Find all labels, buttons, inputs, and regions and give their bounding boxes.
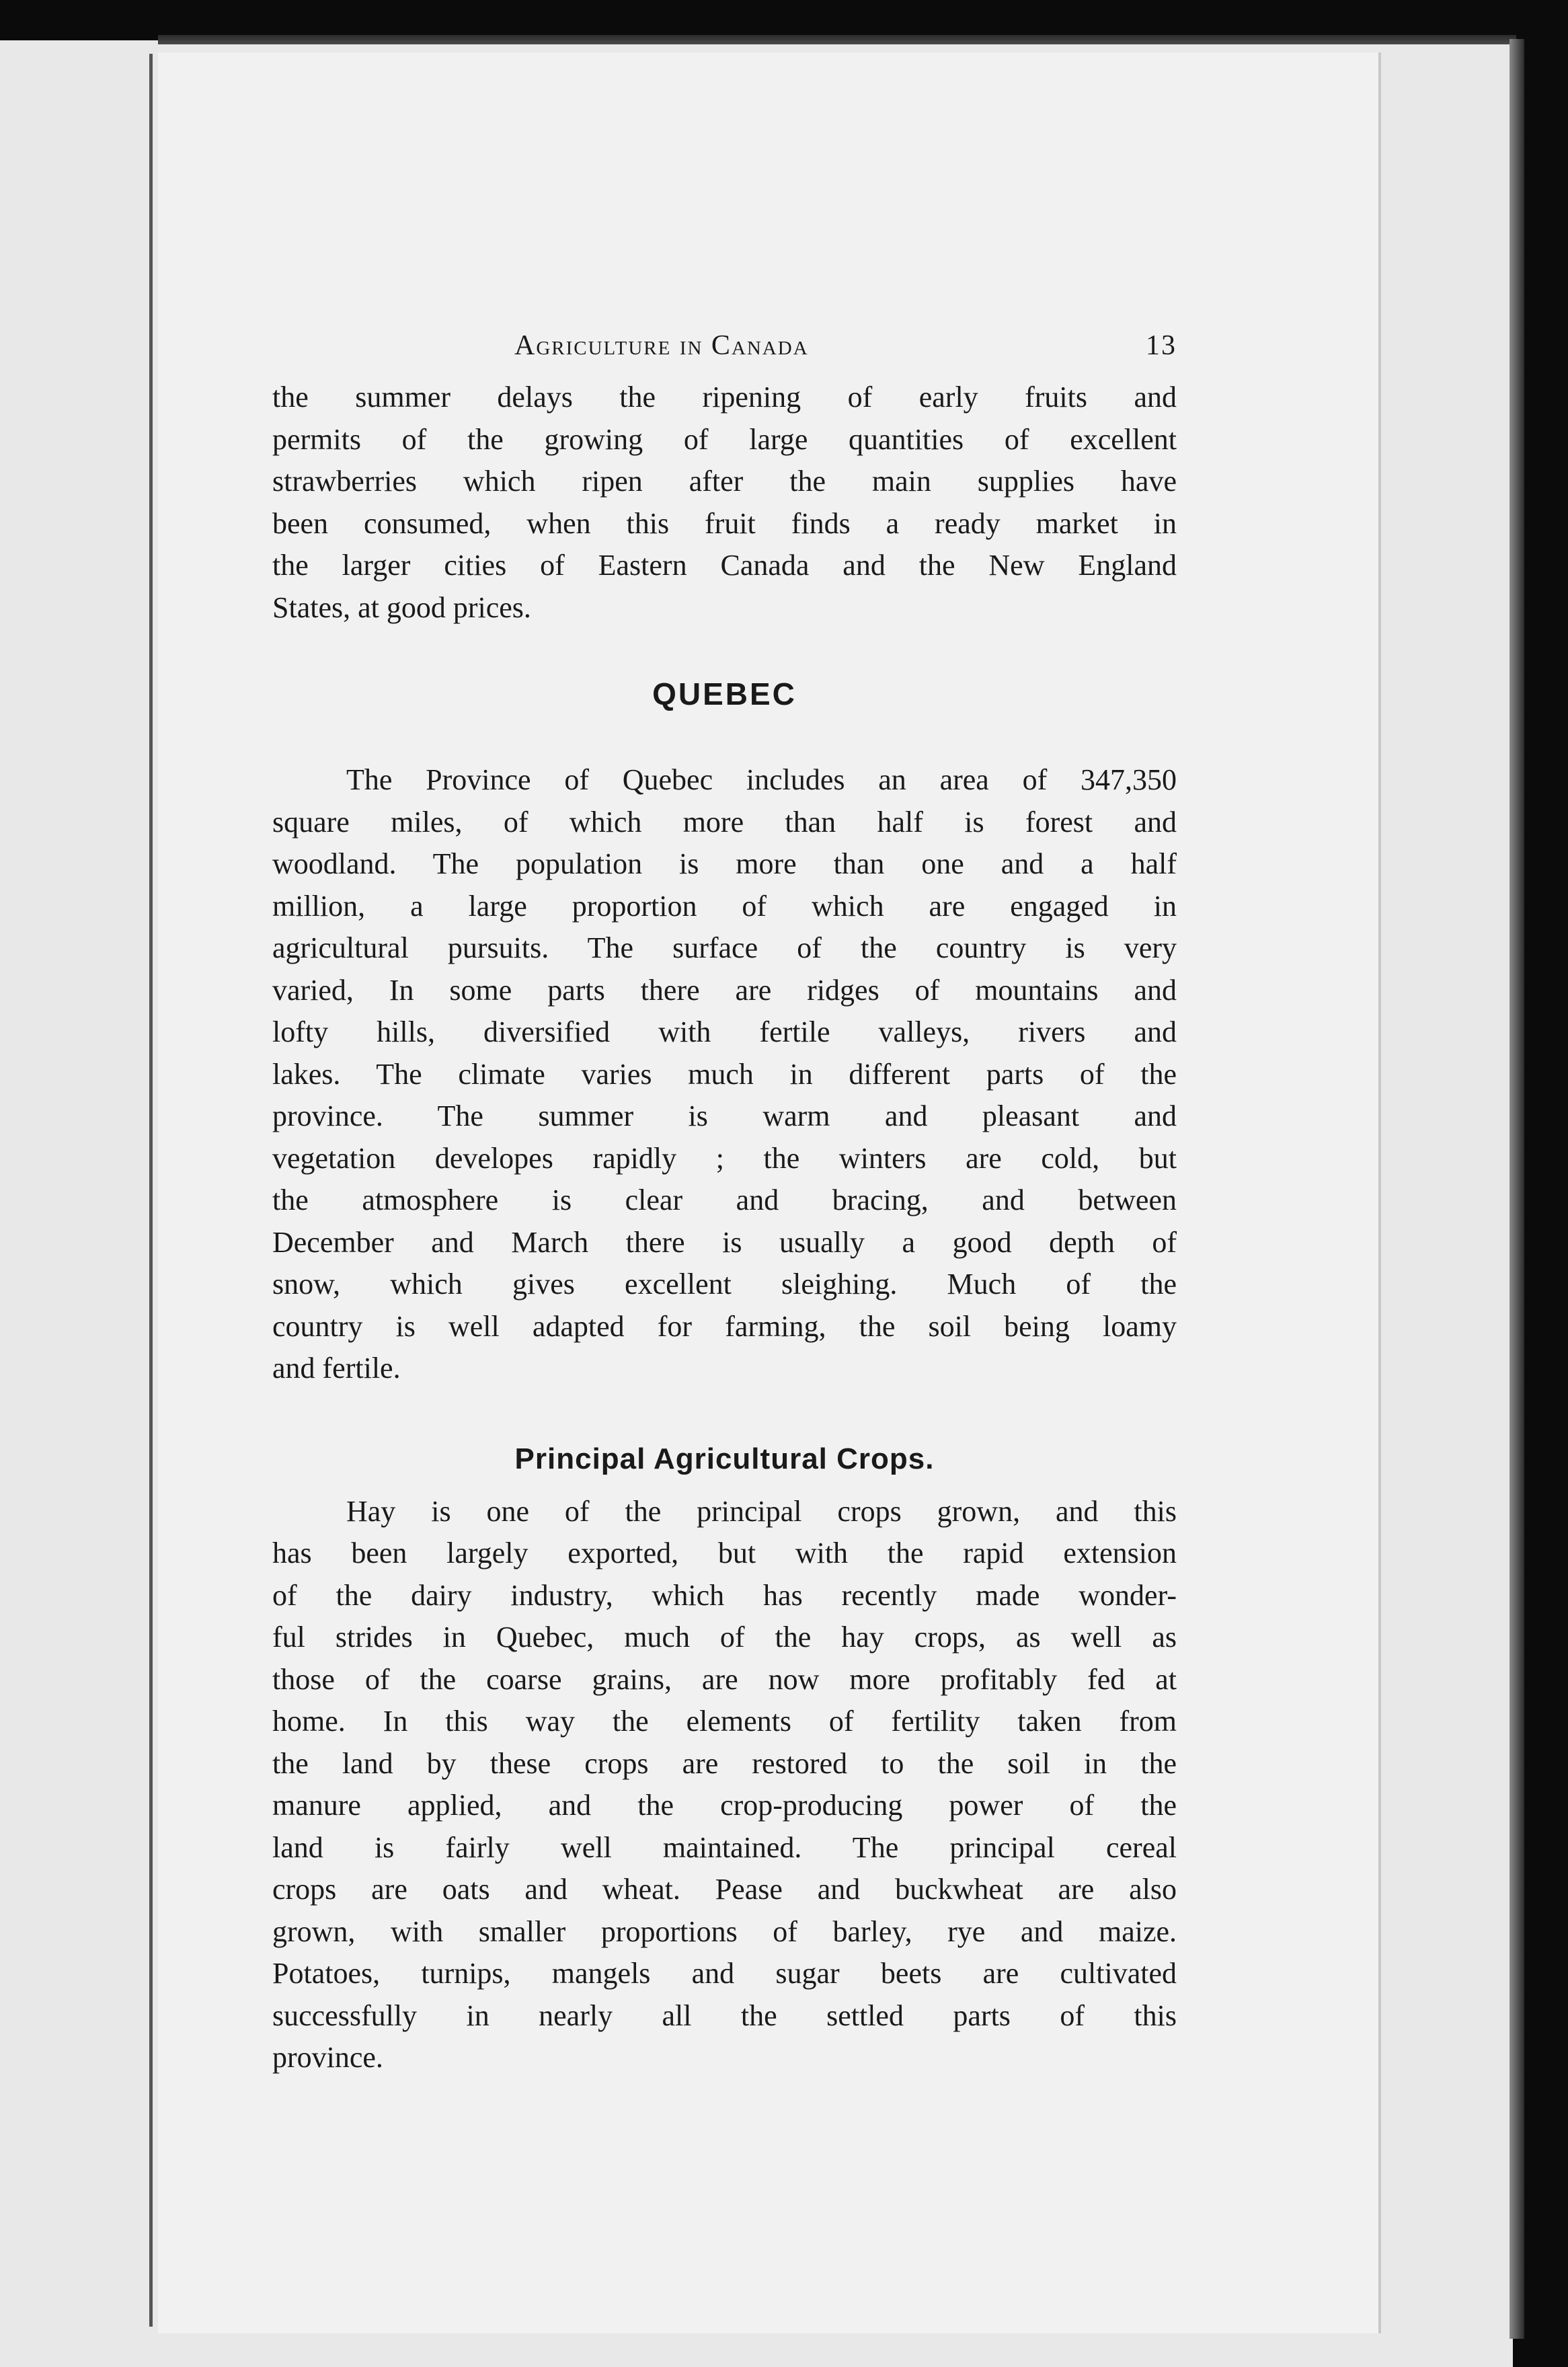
section-heading: QUEBEC [652,676,797,711]
text-line: lakes. The climate varies much in different parts of the [272,1057,1177,1091]
text-line: million, a large proportion of which are engaged in [272,889,1177,923]
text-line: crops are oats and wheat. Pease and buckwheat are also [272,1873,1177,1906]
page-number: 13 [1146,330,1177,361]
text-line: ful strides in Quebec, much of the hay crops, as well as [272,1621,1177,1654]
right-spine [1510,39,1524,2339]
text-line: December and March there is usually a good depth of [272,1225,1177,1259]
text-line: grown, with smaller proportions of barley, rye and maize. [272,1914,1177,1948]
page-content [272,329,1177,2079]
text-line: varied, In some parts there are ridges of mountains and [272,973,1177,1007]
text-line: country is well adapted for farming, the soil being loamy [272,1309,1177,1343]
running-head-title: Agriculture in Canada [514,330,809,361]
text-line: been consumed, when this fruit finds a ready market in [272,506,1177,540]
text-line: the atmosphere is clear and bracing, and between [272,1184,1177,1216]
text-line: permits of the growing of large quantities of excellent [272,422,1177,456]
text-line: square miles, of which more than half is forest and [272,805,1177,839]
text-line: province. The summer is warm and pleasant and [272,1099,1177,1132]
text-line: vegetation developes rapidly ; the winters are cold, but [272,1141,1177,1175]
text-line: States, at good prices. [272,590,531,624]
text-line: the land by these crops are restored to the soil in the [272,1746,1177,1780]
text-line: woodland. The population is more than one and a half [272,847,1177,880]
running-head [272,329,1177,377]
text-line: strawberries which ripen after the main supplies have [272,465,1177,498]
paragraph-continued [272,377,1177,629]
text-line: and fertile. [272,1352,401,1385]
text-line: Potatoes, turnips, mangels and sugar beets are cultivated [272,1957,1177,1990]
text-line: of the dairy industry, which has recently made wonder- [272,1578,1177,1612]
text-line: home. In this way the elements of fertility taken from [272,1705,1177,1738]
text-line: province. [272,2041,383,2074]
text-line: the larger cities of Eastern Canada and the New England [272,549,1177,582]
paragraph-quebec [272,759,1177,1390]
text-line: those of the coarse grains, are now more profitably fed at [272,1662,1177,1696]
text-line: has been largely exported, but with the rapid extension [272,1537,1177,1569]
back-page-edge [149,54,153,2327]
text-line: The Province of Quebec includes an area of 347,350 [346,763,1177,796]
paragraph-crops [272,1491,1177,2079]
text-line: the summer delays the ripening of early fruits and [272,381,1177,414]
text-line: Hay is one of the principal crops grown, and this [346,1494,1177,1528]
text-line: manure applied, and the crop-producing power of the [272,1789,1177,1822]
text-line: agricultural pursuits. The surface of the country is very [272,931,1177,964]
top-rule [158,35,1516,44]
subsection-heading: Principal Agricultural Crops. [514,1442,935,1475]
text-line: snow, which gives excellent sleighing. Much of the [272,1268,1177,1301]
text-line: successfully in nearly all the settled parts of this [272,1999,1177,2032]
text-line: lofty hills, diversified with fertile valleys, rivers and [272,1015,1177,1048]
text-line: land is fairly well maintained. The principal cereal [272,1830,1177,1864]
